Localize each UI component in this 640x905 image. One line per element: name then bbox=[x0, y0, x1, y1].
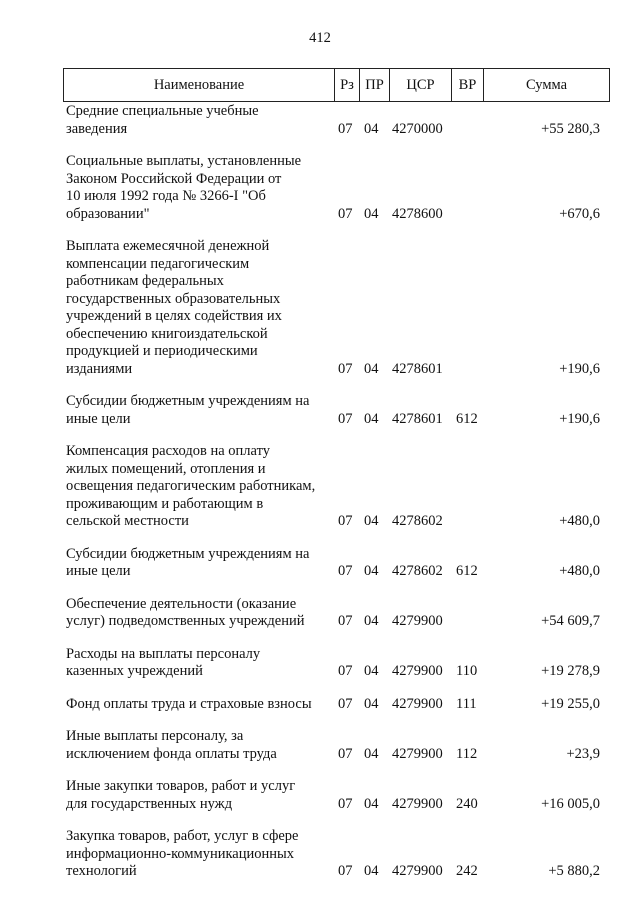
table-row bbox=[63, 153, 610, 223]
table-row bbox=[63, 393, 610, 428]
row-vr: 240 bbox=[456, 795, 478, 812]
row-name: Компенсация расходов на оплату жилых помещений, отопления и освещения педагогическим работникам, проживающим и работающим в сельской местности bbox=[66, 443, 316, 529]
row-pr: 04 bbox=[364, 613, 379, 629]
row-sum: +480,0 bbox=[559, 513, 600, 529]
row-rz: 07 bbox=[338, 695, 353, 712]
row-pr: 04 bbox=[364, 120, 379, 137]
row-rz: 07 bbox=[338, 410, 353, 427]
header-vr: ВР bbox=[452, 69, 484, 101]
row-pr: 04 bbox=[364, 563, 379, 579]
row-pr: 04 bbox=[364, 863, 379, 879]
row-pr: 04 bbox=[364, 745, 379, 762]
row-rz: 07 bbox=[338, 513, 353, 529]
row-rz: 07 bbox=[338, 360, 353, 377]
row-name: Обеспечение деятельности (оказание услуг) подведомственных учреждений bbox=[66, 595, 305, 629]
row-rz: 07 bbox=[338, 205, 353, 222]
row-rz: 07 bbox=[338, 663, 353, 679]
table-row bbox=[63, 828, 610, 881]
row-csr: 4279900 bbox=[392, 613, 443, 629]
table-row bbox=[63, 728, 610, 763]
row-vr: 112 bbox=[456, 745, 478, 762]
row-pr: 04 bbox=[364, 695, 379, 712]
row-csr: 4279900 bbox=[392, 663, 443, 679]
row-sum: +480,0 bbox=[559, 563, 600, 579]
row-sum: +19 255,0 bbox=[541, 695, 600, 712]
row-csr: 4279900 bbox=[392, 695, 443, 712]
row-sum: +54 609,7 bbox=[541, 613, 600, 629]
row-name: Иные закупки товаров, работ и услуг для государственных нужд bbox=[66, 778, 296, 812]
row-sum: +19 278,9 bbox=[541, 663, 600, 679]
row-vr: 111 bbox=[456, 695, 477, 712]
row-name: Субсидии бюджетным учреждениям на иные цели bbox=[66, 393, 310, 427]
row-sum: +5 880,2 bbox=[548, 863, 600, 879]
table-row bbox=[63, 696, 610, 714]
table-row bbox=[63, 646, 610, 681]
row-vr: 242 bbox=[456, 863, 478, 879]
row-sum: +23,9 bbox=[566, 745, 600, 762]
row-sum: +16 005,0 bbox=[541, 795, 600, 812]
row-rz: 07 bbox=[338, 795, 353, 812]
row-rz: 07 bbox=[338, 613, 353, 629]
row-csr: 4279900 bbox=[392, 795, 443, 812]
row-name: Расходы на выплаты персоналу казенных учреждений bbox=[66, 645, 261, 679]
row-name: Субсидии бюджетным учреждениям на иные цели bbox=[66, 545, 310, 579]
header-csr: ЦСР bbox=[390, 69, 452, 101]
row-name: Средние специальные учебные заведения bbox=[66, 103, 259, 137]
header-name: Наименование bbox=[64, 69, 335, 101]
header-rz: Рз bbox=[335, 69, 360, 101]
row-vr: 612 bbox=[456, 563, 478, 579]
row-pr: 04 bbox=[364, 360, 379, 377]
row-sum: +190,6 bbox=[559, 410, 600, 427]
table-row bbox=[63, 778, 610, 813]
table-row bbox=[63, 238, 610, 378]
row-csr: 4278600 bbox=[392, 205, 443, 222]
row-name: Выплата ежемесячной денежной компенсации педагогическим работникам федеральных государственных образовательных учреждений в целях содействия их обеспечению книгоиздательской продукцией и периодическими изданиями bbox=[66, 238, 282, 377]
row-name: Фонд оплаты труда и страховые взносы bbox=[66, 695, 312, 712]
row-pr: 04 bbox=[364, 410, 379, 427]
row-csr: 4278602 bbox=[392, 513, 443, 529]
row-pr: 04 bbox=[364, 795, 379, 812]
row-name: Социальные выплаты, установленные Законом Российской Федерации от 10 июля 1992 года № 3266-I "Об образовании" bbox=[66, 153, 302, 222]
row-sum: +190,6 bbox=[559, 360, 600, 377]
row-csr: 4270000 bbox=[392, 120, 443, 137]
row-vr: 110 bbox=[456, 663, 478, 679]
header-sum: Сумма bbox=[525, 76, 568, 93]
row-pr: 04 bbox=[364, 663, 379, 679]
row-sum: +670,6 bbox=[559, 205, 600, 222]
table-row bbox=[63, 443, 610, 531]
table-row bbox=[63, 596, 610, 631]
table-header bbox=[63, 68, 610, 102]
row-name: Закупка товаров, работ, услуг в сфере информационно-коммуникационных технологий bbox=[66, 828, 299, 879]
row-csr: 4278602 bbox=[392, 563, 443, 579]
row-name: Иные выплаты персоналу, за исключением фонда оплаты труда bbox=[66, 728, 277, 762]
table-row bbox=[63, 103, 610, 138]
page-number: 412 bbox=[309, 30, 331, 46]
row-pr: 04 bbox=[364, 205, 379, 222]
row-csr: 4278601 bbox=[392, 360, 443, 377]
row-vr: 612 bbox=[456, 410, 478, 427]
row-rz: 07 bbox=[338, 863, 353, 879]
header-pr: ПР bbox=[360, 69, 390, 101]
table-row bbox=[63, 546, 610, 581]
table-body bbox=[63, 103, 610, 896]
row-csr: 4279900 bbox=[392, 745, 443, 762]
row-csr: 4279900 bbox=[392, 863, 443, 879]
row-rz: 07 bbox=[338, 745, 353, 762]
row-csr: 4278601 bbox=[392, 410, 443, 427]
row-pr: 04 bbox=[364, 513, 379, 529]
row-rz: 07 bbox=[338, 120, 353, 137]
row-rz: 07 bbox=[338, 563, 353, 579]
row-sum: +55 280,3 bbox=[541, 120, 600, 137]
